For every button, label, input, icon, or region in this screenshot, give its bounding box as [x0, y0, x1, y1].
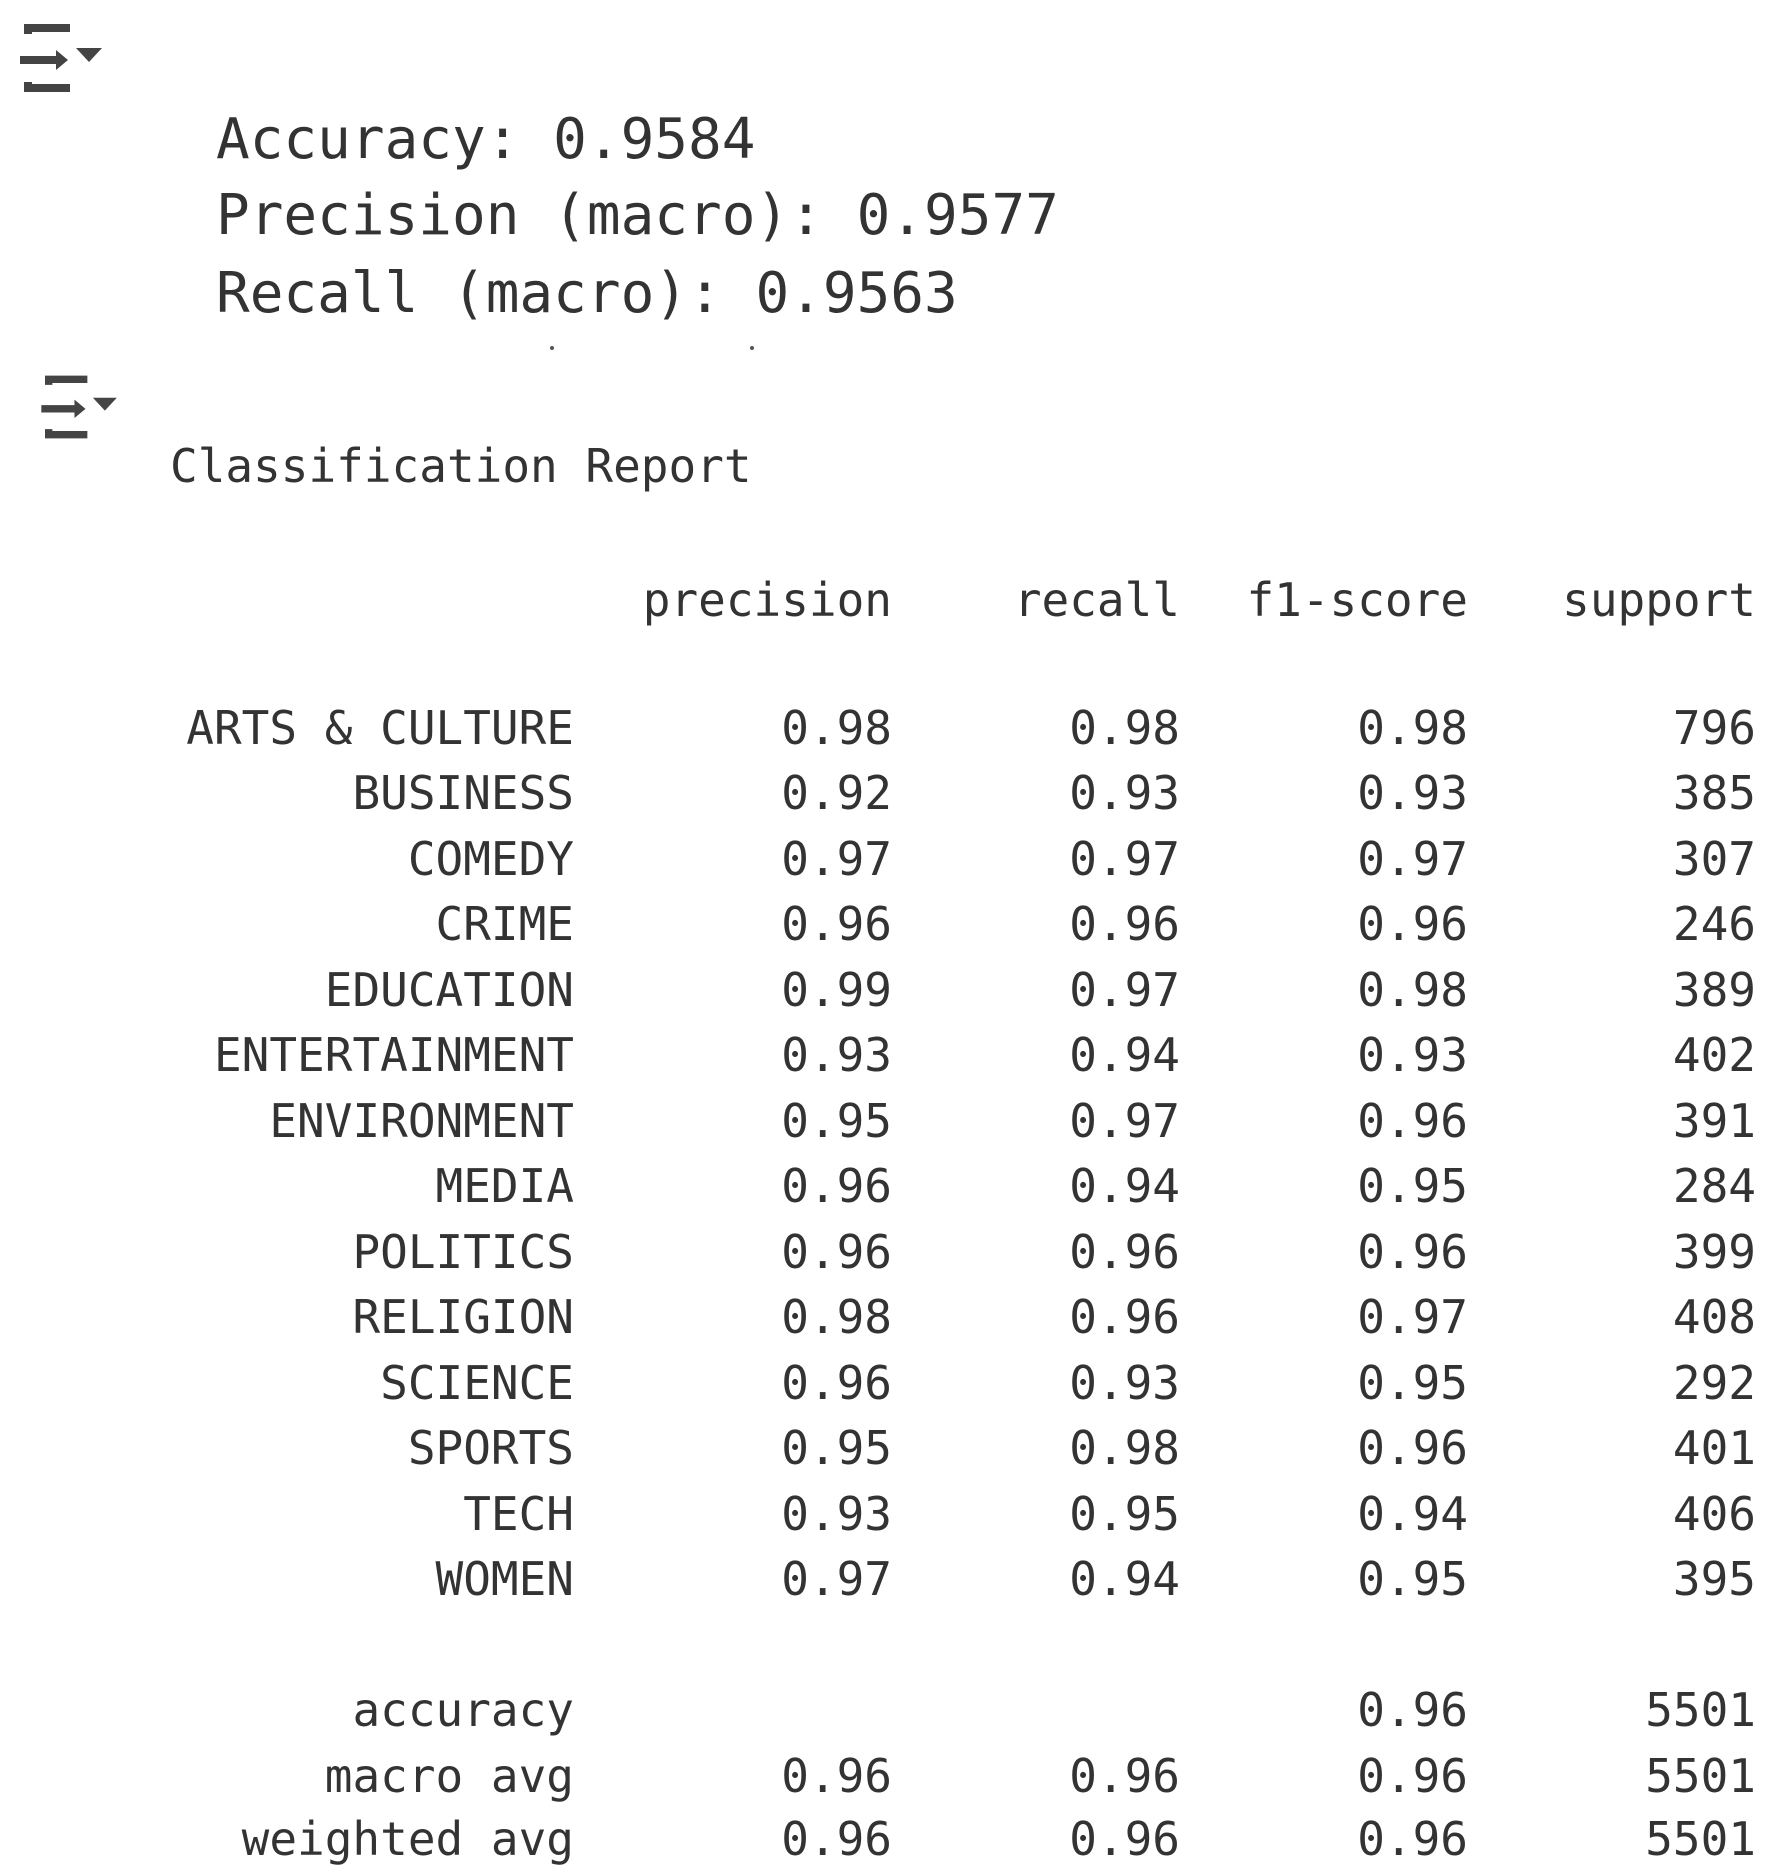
cell-recall: 0.97 — [1069, 1094, 1180, 1148]
row-label: BUSINESS — [352, 766, 574, 820]
precision-macro-metric: Precision (macro): 0.9577 — [216, 183, 1059, 248]
cell-f1-score: 0.96 — [1357, 1683, 1468, 1737]
report-title: Classification Report — [170, 439, 752, 493]
cell-support: 5501 — [1645, 1812, 1756, 1866]
row-label: POLITICS — [352, 1225, 574, 1279]
row-label: TECH — [463, 1487, 574, 1541]
cell-f1-score: 0.96 — [1357, 1749, 1468, 1803]
cell-recall: 0.97 — [1069, 963, 1180, 1017]
cell-precision: 0.96 — [781, 1159, 892, 1213]
column-header-recall: recall — [1013, 573, 1180, 627]
cell-precision: 0.99 — [781, 963, 892, 1017]
accuracy-metric: Accuracy: 0.9584 — [216, 107, 756, 172]
row-label: MEDIA — [435, 1159, 574, 1213]
output-toggle-icon-graphic — [18, 20, 106, 96]
row-label: COMEDY — [407, 832, 574, 886]
cell-support: 401 — [1672, 1421, 1756, 1475]
cell-support: 284 — [1672, 1159, 1756, 1213]
row-label: weighted avg — [241, 1812, 574, 1866]
cell-recall: 0.96 — [1069, 1290, 1180, 1344]
cell-precision: 0.96 — [781, 897, 892, 951]
row-label: CRIME — [435, 897, 574, 951]
cell-f1-score: 0.95 — [1357, 1552, 1468, 1606]
cell-recall: 0.98 — [1069, 1421, 1180, 1475]
cell-f1-score: 0.94 — [1357, 1487, 1468, 1541]
cell-precision: 0.97 — [781, 832, 892, 886]
cell-recall: 0.98 — [1069, 701, 1180, 755]
cell-f1-score: 0.96 — [1357, 1225, 1468, 1279]
cell-precision: 0.98 — [781, 1290, 892, 1344]
cell-support: 5501 — [1645, 1683, 1756, 1737]
row-label: SPORTS — [407, 1421, 574, 1475]
cell-support: 307 — [1672, 832, 1756, 886]
cell-f1-score: 0.95 — [1357, 1159, 1468, 1213]
cell-precision: 0.96 — [781, 1812, 892, 1866]
row-label: macro avg — [324, 1749, 574, 1803]
cell-f1-score: 0.96 — [1357, 1812, 1468, 1866]
cell-precision: 0.95 — [781, 1094, 892, 1148]
row-label: EDUCATION — [324, 963, 574, 1017]
cell-precision: 0.93 — [781, 1028, 892, 1082]
row-label: RELIGION — [352, 1290, 574, 1344]
cell-precision: 0.96 — [781, 1749, 892, 1803]
cell-recall: 0.93 — [1069, 766, 1180, 820]
cell-recall: 0.94 — [1069, 1159, 1180, 1213]
cell-precision: 0.93 — [781, 1487, 892, 1541]
column-header-f1-score: f1-score — [1246, 573, 1468, 627]
recall-macro-metric: Recall (macro): 0.9563 — [216, 261, 958, 326]
row-label: ENTERTAINMENT — [213, 1028, 574, 1082]
cell-support: 796 — [1672, 701, 1756, 755]
cell-recall: 0.97 — [1069, 832, 1180, 886]
cell-f1-score: 0.96 — [1357, 1421, 1468, 1475]
cell-recall: 0.96 — [1069, 1225, 1180, 1279]
cell-f1-score: 0.93 — [1357, 766, 1468, 820]
cell-f1-score: 0.95 — [1357, 1356, 1468, 1410]
cell-f1-score: 0.98 — [1357, 963, 1468, 1017]
cell-precision: 0.96 — [781, 1356, 892, 1410]
cell-precision: 0.97 — [781, 1552, 892, 1606]
cell-recall: 0.95 — [1069, 1487, 1180, 1541]
cell-f1-score: 0.97 — [1357, 1290, 1468, 1344]
clipped-text-remnant — [550, 346, 770, 352]
row-label: WOMEN — [435, 1552, 574, 1606]
cell-precision: 0.96 — [781, 1225, 892, 1279]
cell-support: 408 — [1672, 1290, 1756, 1344]
cell-f1-score: 0.96 — [1357, 1094, 1468, 1148]
cell-f1-score: 0.93 — [1357, 1028, 1468, 1082]
cell-recall: 0.94 — [1069, 1552, 1180, 1606]
cell-support: 246 — [1672, 897, 1756, 951]
cell-f1-score: 0.96 — [1357, 897, 1468, 951]
cell-recall: 0.96 — [1069, 897, 1180, 951]
column-header-support: support — [1562, 573, 1756, 627]
row-label: ENVIRONMENT — [269, 1094, 574, 1148]
cell-support: 5501 — [1645, 1749, 1756, 1803]
cell-recall: 0.96 — [1069, 1812, 1180, 1866]
cell-support: 389 — [1672, 963, 1756, 1017]
cell-recall: 0.93 — [1069, 1356, 1180, 1410]
cell-recall: 0.96 — [1069, 1749, 1180, 1803]
cell-precision: 0.92 — [781, 766, 892, 820]
column-header-precision: precision — [642, 573, 892, 627]
cell-support: 391 — [1672, 1094, 1756, 1148]
output-toggle-icon[interactable] — [38, 372, 122, 442]
output-toggle-icon[interactable] — [18, 20, 106, 96]
cell-f1-score: 0.97 — [1357, 832, 1468, 886]
cell-support: 402 — [1672, 1028, 1756, 1082]
cell-precision: 0.98 — [781, 701, 892, 755]
cell-f1-score: 0.98 — [1357, 701, 1468, 755]
row-label: SCIENCE — [380, 1356, 574, 1410]
cell-support: 399 — [1672, 1225, 1756, 1279]
output-toggle-icon-graphic — [38, 372, 122, 442]
cell-recall: 0.94 — [1069, 1028, 1180, 1082]
cell-precision: 0.95 — [781, 1421, 892, 1475]
cell-support: 395 — [1672, 1552, 1756, 1606]
cell-support: 406 — [1672, 1487, 1756, 1541]
cell-support: 292 — [1672, 1356, 1756, 1410]
row-label: ARTS & CULTURE — [186, 701, 574, 755]
cell-support: 385 — [1672, 766, 1756, 820]
row-label: accuracy — [352, 1683, 574, 1737]
